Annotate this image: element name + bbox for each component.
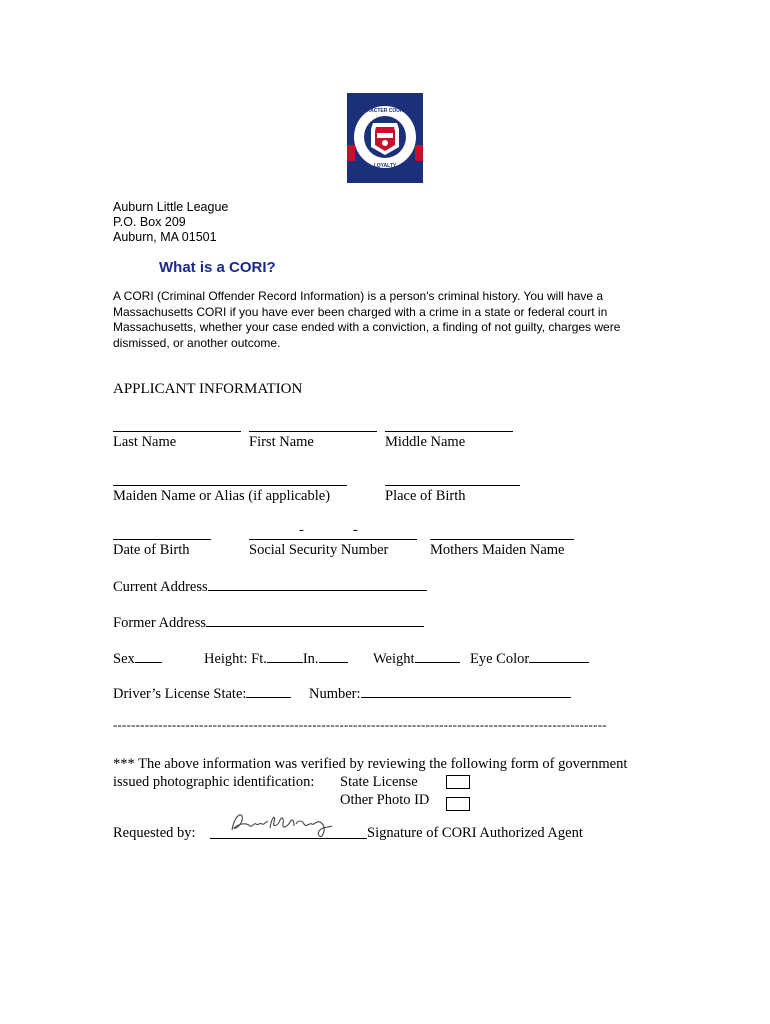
eye-color-field[interactable]	[529, 650, 589, 663]
dl-number-field[interactable]	[361, 685, 571, 698]
mothers-maiden-line[interactable]	[430, 539, 574, 540]
ssn-separator-1: -	[299, 522, 304, 538]
other-photo-id-label: Other Photo ID	[340, 792, 430, 808]
handwritten-signature	[228, 808, 338, 840]
weight-label: Weight	[373, 651, 415, 667]
current-address-label: Current Address	[113, 579, 208, 595]
middle-name-label: Middle Name	[385, 434, 466, 450]
height-ft-field[interactable]	[267, 650, 303, 663]
logo-text-top: CHARACTER COURAGE	[355, 108, 415, 114]
eye-color-row	[470, 650, 589, 668]
address-box: P.O. Box 209	[113, 215, 186, 229]
intro-paragraph: A CORI (Criminal Offender Record Information) is a person's criminal history. You will have a Massachusetts CORI if you have ever been charged with a crime in a state or federal court in Massachusetts, whether your case ended with a conviction, a finding of not guilty, charges were dismissed, or another outcome.	[113, 289, 621, 350]
date-of-birth-line[interactable]	[113, 539, 211, 540]
place-of-birth-label: Place of Birth	[385, 488, 466, 504]
ssn-label: Social Security Number	[249, 542, 389, 558]
dashed-divider: -------------------------------------------------------------------------------------------------------------	[113, 717, 607, 732]
other-photo-id-checkbox[interactable]	[446, 797, 470, 811]
logo-text-bottom: LOYALTY	[373, 163, 397, 169]
address-org: Auburn Little League	[113, 200, 229, 214]
dl-number-label: Number:	[309, 686, 361, 702]
last-name-line[interactable]	[113, 431, 241, 432]
ssn-separator-2: -	[353, 522, 358, 538]
first-name-line[interactable]	[249, 431, 377, 432]
weight-row	[373, 650, 460, 668]
place-of-birth-line[interactable]	[385, 485, 520, 486]
dl-state-row	[113, 685, 291, 703]
last-name-label: Last Name	[113, 434, 177, 450]
requested-by-label: Requested by:	[113, 825, 196, 841]
former-address-field[interactable]	[206, 614, 424, 627]
address-city: Auburn, MA 01501	[113, 230, 217, 244]
date-of-birth-label: Date of Birth	[113, 542, 190, 558]
page-heading: What is a CORI?	[159, 259, 276, 276]
agent-signature-label: Signature of CORI Authorized Agent	[367, 825, 583, 841]
former-address-row	[113, 614, 424, 632]
weight-field[interactable]	[415, 650, 460, 663]
in-label: In.	[302, 651, 319, 667]
sex-label: Sex	[113, 651, 135, 667]
ssn-line[interactable]	[249, 539, 417, 540]
verification-line-2: issued photographic identification:	[113, 774, 315, 790]
state-license-checkbox[interactable]	[446, 775, 470, 789]
sex-field[interactable]	[135, 650, 162, 663]
height-label: Height:	[204, 651, 248, 667]
sex-row	[113, 650, 162, 668]
little-league-logo	[347, 93, 423, 183]
section-title: APPLICANT INFORMATION	[113, 381, 303, 397]
maiden-name-label: Maiden Name or Alias (if applicable)	[113, 488, 331, 504]
first-name-label: First Name	[249, 434, 314, 450]
middle-name-line[interactable]	[385, 431, 513, 432]
current-address-field[interactable]	[208, 578, 427, 591]
dl-state-field[interactable]	[246, 685, 291, 698]
current-address-row	[113, 578, 427, 596]
maiden-name-line[interactable]	[113, 485, 347, 486]
dl-state-label: Driver’s License State:	[113, 686, 247, 702]
verification-line-1: *** The above information was verified by reviewing the following form of government	[113, 756, 628, 772]
height-row	[204, 650, 348, 668]
height-in-field[interactable]	[319, 650, 348, 663]
state-license-label: State License	[340, 774, 418, 790]
eye-color-label: Eye Color	[470, 651, 530, 667]
mothers-maiden-label: Mothers Maiden Name	[430, 542, 565, 558]
former-address-label: Former Address	[113, 615, 207, 631]
dl-number-row	[309, 685, 571, 703]
ft-label: Ft.	[251, 651, 267, 667]
